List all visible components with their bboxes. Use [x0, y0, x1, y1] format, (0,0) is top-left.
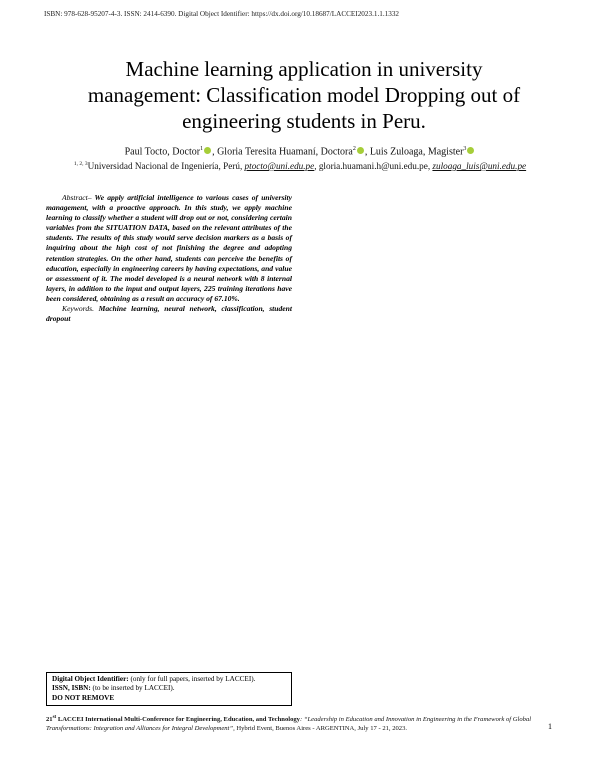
conference-footer	[46, 713, 554, 733]
page-number: 1	[548, 722, 552, 731]
doi-note: (only for full papers, inserted by LACCEI).	[128, 675, 256, 683]
title-line-1: Machine learning application in university	[125, 57, 483, 81]
footer-theme: : “Leadership in Education and Innovation in Engineering in the Framework of Global Transformations: Integration and Alliances for Integral Development”	[46, 716, 532, 733]
author-2-sup: 2	[352, 146, 356, 152]
affiliation-sep-1: ,	[314, 161, 319, 172]
orcid-icon[interactable]	[204, 147, 211, 154]
footer-event: , Hybrid Event, Buenos Aires - ARGENTINA, July 17 - 21, 2023.	[233, 725, 408, 733]
header-line: ISBN: 978-628-95207-4-3. ISSN: 2414-6390. Digital Object Identifier: https://dx.doi.org/10.18687/LACCEI2023.1.1.1332	[44, 10, 400, 18]
author-1-sup: 1	[200, 146, 204, 152]
email-link-1[interactable]: ptocto@uni.edu.pe	[244, 161, 315, 172]
keywords-text: Machine learning, neural network, classification, student dropout	[46, 304, 292, 324]
orcid-icon[interactable]	[357, 147, 364, 154]
author-1-name: Paul Tocto, Doctor	[124, 146, 201, 158]
affiliation-sup: 1, 2, 3	[73, 161, 88, 167]
affiliation-sep-2: ,	[427, 161, 433, 172]
issn-note: (to be inserted by LACCEI).	[90, 684, 175, 693]
email-link-3[interactable]: zuloaga_luis@uni.edu.pe	[432, 161, 527, 172]
title-line-2: management: Classification model Dropping out of	[87, 83, 521, 107]
affiliation	[40, 158, 560, 172]
footer-sup: st	[52, 715, 57, 720]
do-not-remove: DO NOT REMOVE	[52, 693, 115, 702]
footer-conference: LACCEI International Multi-Conference for Engineering, Education, and Technology	[56, 716, 300, 724]
footer-num: 21	[46, 716, 53, 724]
keywords-label: Keywords.	[62, 304, 94, 314]
issn-line	[52, 684, 286, 693]
author-3-name: , Luis Zuloaga, Magister	[364, 146, 464, 158]
abstract-label: Abstract–	[62, 193, 92, 202]
affiliation-text: Universidad Nacional de Ingeniería, Perú,	[87, 161, 245, 172]
paper-title	[60, 56, 548, 134]
author-2-name: , Gloria Teresita Huamaní, Doctora	[212, 146, 353, 158]
abstract-section	[46, 193, 292, 324]
abstract-body: We apply artificial intelligence to various cases of university management, with a proactive approach. In this study, we apply machine learning to classify whether a student will drop out or not, considering certain variables from the SITUATION DATA, based on the relevant attributes of the students. The results of this study would serve decision markers as a basis of inquiring about the high cost of not finishing the degree and adopting retention strategies. On the other hand, students can perceive the benefits of education, especially in engineering careers by having expectations, and value or assessment of it. The model developed is a neural network with 8 internal layers, in addition to the input and output layers, 225 training iterations have been considered, obtaining as a result an accuracy of 67.10%.	[46, 193, 292, 303]
issn-label: ISSN, ISBN:	[52, 684, 91, 693]
abstract-paragraph	[46, 193, 292, 304]
doi-notice-box	[46, 672, 292, 706]
author-list	[50, 143, 550, 158]
doi-label: Digital Object Identifier:	[52, 675, 129, 683]
orcid-icon[interactable]	[467, 147, 474, 154]
doi-line	[52, 675, 286, 684]
email-2: gloria.huamani.h@uni.edu.pe	[318, 161, 428, 172]
title-line-3: engineering students in Peru.	[182, 109, 426, 133]
author-3-sup: 3	[463, 146, 467, 152]
keywords-paragraph	[46, 304, 292, 324]
